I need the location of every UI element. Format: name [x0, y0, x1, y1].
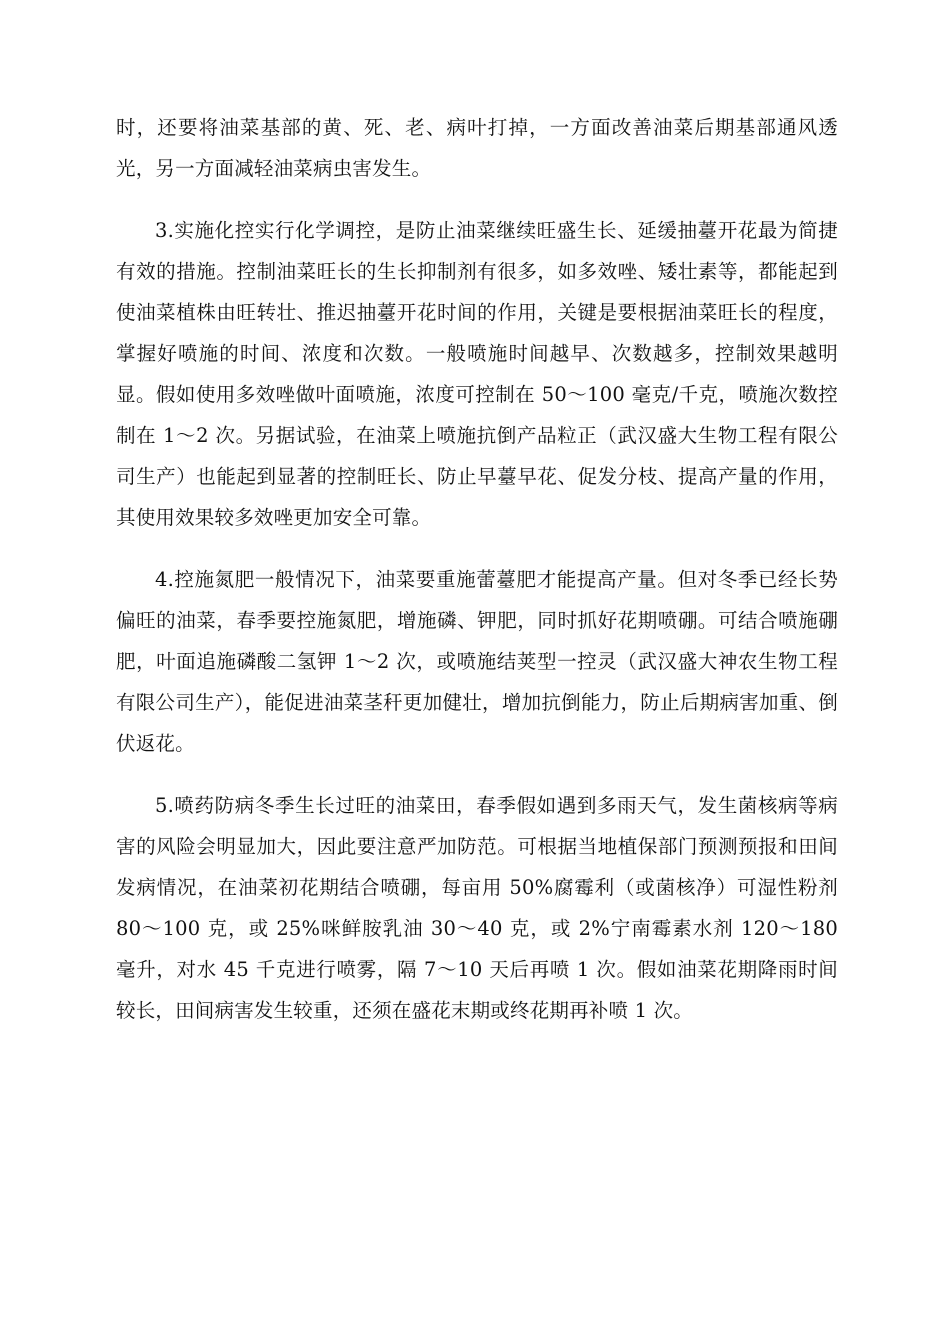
paragraph-chemical-control: 3.实施化控实行化学调控，是防止油菜继续旺盛生长、延缓抽薹开花最为简捷有效的措施。控制油菜旺长的生长抑制剂有很多，如多效唑、矮壮素等，都能起到使油菜植株由旺转壮、推迟抽薹开花时间的作用，关键是要根据油菜旺长的程度，掌握好喷施的时间、浓度和次数。一般喷施时间越早、次数越多，控制效果越明显。假如使用多效唑做叶面喷施，浓度可控制在 50～100 毫克/千克，喷施次数控制在 1～2 次。另据试验，在油菜上喷施抗倒产品粒正（武汉盛大生物工程有限公司生产）也能起到显著的控制旺长、防止早薹早花、促发分枝、提高产量的作用，其使用效果较多效唑更加安全可靠。 [116, 219, 838, 529]
paragraph-continuation: 时，还要将油菜基部的黄、死、老、病叶打掉，一方面改善油菜后期基部通风透光，另一方面减轻油菜病虫害发生。 [116, 116, 838, 180]
paragraph-nitrogen-control: 4.控施氮肥一般情况下，油菜要重施蕾薹肥才能提高产量。但对冬季已经长势偏旺的油菜，春季要控施氮肥，增施磷、钾肥，同时抓好花期喷硼。可结合喷施硼肥，叶面追施磷酸二氢钾 1～2 次，或喷施结荚型一控灵（武汉盛大神农生物工程有限公司生产），能促进油菜茎秆更加健壮，增加抗倒能力，防止后期病害加重、倒伏返花。 [116, 568, 838, 755]
document-body [116, 107, 838, 1031]
paragraph-disease-prevention: 5.喷药防病冬季生长过旺的油菜田，春季假如遇到多雨天气，发生菌核病等病害的风险会明显加大，因此要注意严加防范。可根据当地植保部门预测预报和田间发病情况，在油菜初花期结合喷硼，每亩用 50%腐霉利（或菌核净）可湿性粉剂 80～100 克，或 25%咪鲜胺乳油 30～40 克，或 2%宁南霉素水剂 120～180 毫升，对水 45 千克进行喷雾，隔 7～10 天后再喷 1 次。假如油菜花期降雨时间较长，田间病害发生较重，还须在盛花末期或终花期再补喷 1 次。 [116, 794, 838, 1022]
